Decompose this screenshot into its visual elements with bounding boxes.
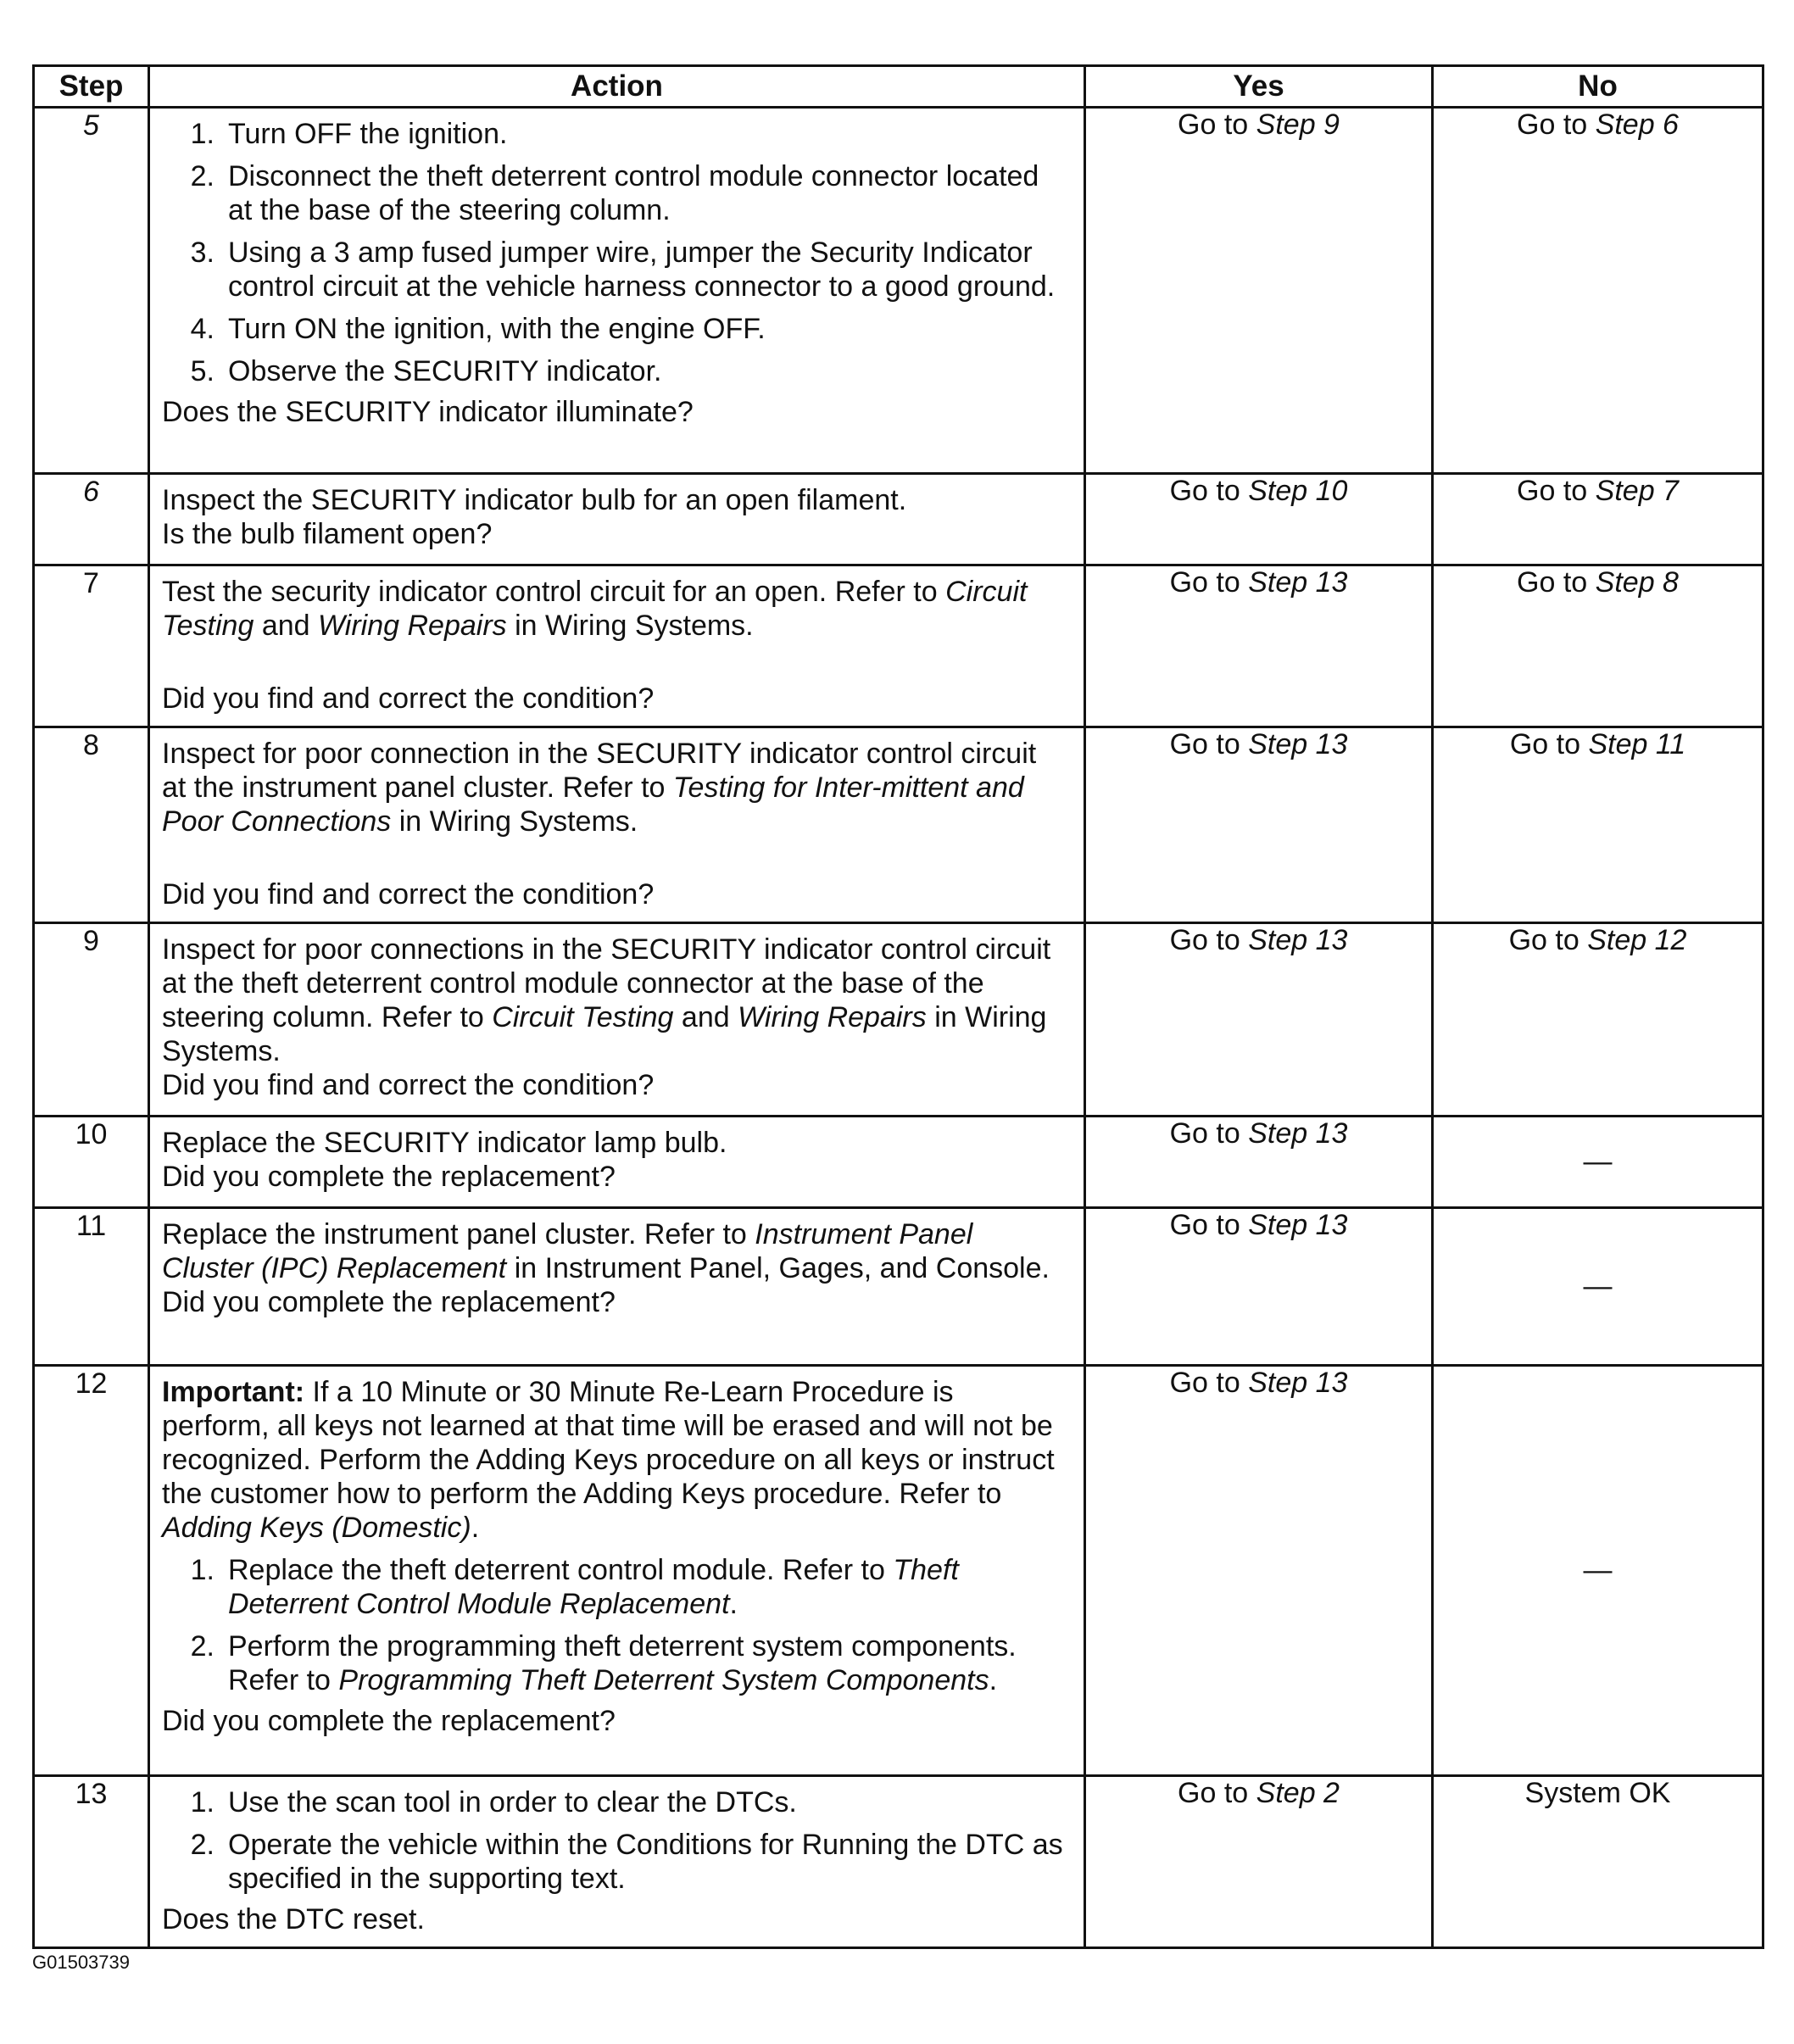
no-prefix: Go to: [1517, 475, 1588, 507]
list-item: 4. Turn ON the ignition, with the engine OFF.: [162, 312, 1065, 346]
yes-step-link[interactable]: Step 2: [1256, 1777, 1340, 1809]
header-yes: Yes: [1085, 66, 1433, 108]
action-cell: [149, 727, 1085, 923]
yes-step-link[interactable]: Step 13: [1248, 1367, 1348, 1399]
action-cell: [149, 565, 1085, 727]
table-row: [34, 108, 1763, 474]
step-number: 9: [34, 923, 149, 1117]
yes-prefix: Go to: [1169, 924, 1240, 956]
yes-prefix: Go to: [1169, 566, 1240, 599]
action-cell: [149, 923, 1085, 1117]
header-no: No: [1433, 66, 1763, 108]
yes-step-link[interactable]: Step 13: [1248, 1209, 1348, 1241]
yes-step-link[interactable]: Step 10: [1248, 475, 1348, 507]
yes-prefix: Go to: [1169, 475, 1240, 507]
table-row: [34, 1208, 1763, 1366]
no-cell: [1433, 474, 1763, 565]
action-question: Did you find and correct the condition?: [162, 1069, 655, 1101]
table-row: [34, 1366, 1763, 1776]
no-step-link[interactable]: Step 6: [1595, 109, 1679, 141]
important-note: [162, 1375, 1065, 1545]
table-row: [34, 923, 1763, 1117]
no-cell: —: [1433, 1208, 1763, 1366]
no-step-link[interactable]: Step 7: [1595, 475, 1679, 507]
header-action: Action: [149, 66, 1085, 108]
no-cell: [1433, 923, 1763, 1117]
yes-cell: [1085, 727, 1433, 923]
header-step: Step: [34, 66, 149, 108]
no-cell: System OK: [1433, 1776, 1763, 1948]
no-cell: [1433, 565, 1763, 727]
yes-cell: [1085, 1208, 1433, 1366]
table-row: [34, 474, 1763, 565]
list-item: 2. Disconnect the theft deterrent control module connector located at the base of the steering column.: [162, 159, 1065, 227]
diagnostic-table: [32, 64, 1764, 1949]
table-row: [34, 727, 1763, 923]
reference-link[interactable]: Testing for Inter-mittent and Poor Connections: [162, 771, 1024, 838]
no-prefix: Go to: [1509, 728, 1581, 760]
step-number: 13: [34, 1776, 149, 1948]
list-item-text: Observe the SECURITY indicator.: [228, 355, 662, 387]
action-text: [162, 737, 1065, 838]
action-text-part: Replace the instrument panel cluster. Refer to: [162, 1218, 747, 1250]
yes-cell: [1085, 474, 1433, 565]
yes-cell: [1085, 565, 1433, 727]
list-item-text: Perform the programming theft deterrent system components. Refer to: [228, 1630, 1017, 1696]
step-number: 6: [34, 474, 149, 565]
list-item-text: Using a 3 amp fused jumper wire, jumper the Security Indicator control circuit at the vehicle harness connector to a good ground.: [228, 237, 1056, 303]
list-item-text: Use the scan tool in order to clear the DTCs.: [228, 1786, 797, 1818]
list-item-text: Disconnect the theft deterrent control module connector located at the base of the steering column.: [228, 160, 1039, 226]
important-label: Important:: [162, 1376, 305, 1408]
action-text-part: in Wiring Systems.: [162, 1001, 1047, 1067]
list-item: 1. Turn OFF the ignition.: [162, 117, 1065, 151]
list-item: 2. Operate the vehicle within the Conditions for Running the DTC as specified in the supporting text.: [162, 1828, 1065, 1896]
action-text: [162, 575, 1065, 643]
table-row: [34, 1776, 1763, 1948]
list-item: 1. Use the scan tool in order to clear the DTCs.: [162, 1785, 1065, 1819]
action-text: [162, 933, 1065, 1068]
action-question: Does the DTC reset.: [162, 1903, 425, 1935]
reference-link[interactable]: Wiring Repairs: [318, 610, 507, 642]
yes-prefix: Go to: [1169, 1117, 1240, 1150]
reference-link[interactable]: Circuit Testing: [492, 1001, 674, 1033]
action-list: [162, 117, 1065, 388]
action-cell: [149, 1117, 1085, 1208]
action-text-part: Inspect for poor connections in the SECURITY indicator control circuit at the theft deterrent control module connector at the base of the steering column. Refer to: [162, 933, 1051, 1033]
list-item-text: Replace the theft deterrent control module. Refer to: [228, 1554, 885, 1586]
reference-link[interactable]: Instrument Panel Cluster (IPC) Replacement: [162, 1218, 973, 1284]
table-row: [34, 565, 1763, 727]
step-number: 11: [34, 1208, 149, 1366]
no-prefix: Go to: [1508, 924, 1580, 956]
action-question: Did you complete the replacement?: [162, 1705, 616, 1737]
no-prefix: Go to: [1517, 566, 1588, 599]
sentence-end: .: [989, 1664, 998, 1696]
action-text-part: in Wiring Systems.: [515, 610, 754, 642]
no-cell: —: [1433, 1366, 1763, 1776]
yes-cell: [1085, 108, 1433, 474]
yes-step-link[interactable]: Step 13: [1248, 924, 1348, 956]
action-question: Did you find and correct the condition?: [162, 878, 655, 911]
step-number: 12: [34, 1366, 149, 1776]
step-number: 8: [34, 727, 149, 923]
yes-step-link[interactable]: Step 13: [1248, 728, 1348, 760]
action-text-part: in Wiring Systems.: [398, 805, 638, 838]
action-text: Replace the SECURITY indicator lamp bulb.: [162, 1127, 727, 1159]
step-number: 10: [34, 1117, 149, 1208]
no-step-link[interactable]: Step 12: [1587, 924, 1687, 956]
action-question: Is the bulb filament open?: [162, 518, 493, 550]
list-item-text: Turn OFF the ignition.: [228, 118, 508, 150]
list-item: 2. Perform the programming theft deterrent system components. Refer to Programming Theft Deterrent System Components.: [190, 1630, 1017, 1696]
no-prefix: Go to: [1517, 109, 1588, 141]
no-cell: —: [1433, 1117, 1763, 1208]
reference-link[interactable]: Programming Theft Deterrent System Components: [338, 1664, 989, 1696]
action-question: Did you complete the replacement?: [162, 1161, 616, 1193]
yes-cell: [1085, 1366, 1433, 1776]
yes-step-link[interactable]: Step 13: [1248, 1117, 1348, 1150]
action-cell: [149, 474, 1085, 565]
action-text-part: Inspect for poor connection in the SECURITY indicator control circuit at the instrument panel cluster. Refer to: [162, 738, 1037, 804]
action-list: [162, 1785, 1065, 1896]
figure-id: G01503739: [32, 1952, 130, 1973]
list-item: 1. Replace the theft deterrent control module. Refer to Theft Deterrent Control Module Replacement.: [190, 1554, 959, 1620]
list-item-text: Turn ON the ignition, with the engine OFF.: [228, 313, 766, 345]
action-cell: [149, 1776, 1085, 1948]
list-item-text: Operate the vehicle within the Conditions for Running the DTC as specified in the supporting text.: [228, 1829, 1063, 1895]
action-cell: [149, 1208, 1085, 1366]
reference-link[interactable]: Circuit Testing: [162, 576, 1028, 642]
diagnostic-table-container: [32, 64, 1762, 1949]
no-cell: [1433, 108, 1763, 474]
yes-step-link[interactable]: Step 9: [1256, 109, 1340, 141]
yes-prefix: Go to: [1169, 1367, 1240, 1399]
reference-link[interactable]: Wiring Repairs: [738, 1001, 927, 1033]
no-step-link[interactable]: Step 11: [1588, 728, 1686, 760]
action-list: [162, 1553, 1065, 1697]
no-step-link[interactable]: Step 8: [1595, 566, 1679, 599]
list-item: 3. Using a 3 amp fused jumper wire, jumper the Security Indicator control circuit at the vehicle harness connector to a good ground.: [162, 236, 1065, 304]
reference-link[interactable]: Theft Deterrent Control Module Replacement: [228, 1554, 959, 1620]
yes-cell: [1085, 1776, 1433, 1948]
step-number: 5: [34, 108, 149, 474]
action-text: Inspect the SECURITY indicator bulb for an open filament.: [162, 484, 907, 516]
action-question: Did you complete the replacement?: [162, 1286, 616, 1318]
step-number: 7: [34, 565, 149, 727]
yes-cell: [1085, 1117, 1433, 1208]
yes-prefix: Go to: [1178, 1777, 1249, 1809]
header-row: [34, 66, 1763, 108]
reference-link[interactable]: Adding Keys (Domestic): [162, 1512, 471, 1544]
no-cell: [1433, 727, 1763, 923]
action-cell: [149, 108, 1085, 474]
action-text-part: and: [681, 1001, 730, 1033]
list-item: 5. Observe the SECURITY indicator.: [162, 354, 1065, 388]
yes-prefix: Go to: [1169, 1209, 1240, 1241]
yes-step-link[interactable]: Step 13: [1248, 566, 1348, 599]
action-cell: [149, 1366, 1085, 1776]
sentence-end: .: [729, 1588, 738, 1620]
important-text: If a 10 Minute or 30 Minute Re-Learn Procedure is perform, all keys not learned at that time will be erased and will not be recognized. Perform the Adding Keys procedure on all keys or instruct the customer how to perform the Adding Keys procedure. Refer to: [162, 1376, 1055, 1510]
yes-cell: [1085, 923, 1433, 1117]
action-question: Did you find and correct the condition?: [162, 682, 655, 715]
action-question: Does the SECURITY indicator illuminate?: [162, 396, 694, 428]
action-text-part: and: [261, 610, 310, 642]
yes-prefix: Go to: [1169, 728, 1240, 760]
action-text-part: Test the security indicator control circuit for an open. Refer to: [162, 576, 938, 608]
table-row: [34, 1117, 1763, 1208]
yes-prefix: Go to: [1178, 109, 1249, 141]
action-text-part: in Instrument Panel, Gages, and Console.: [514, 1252, 1050, 1284]
action-text: [162, 1217, 1065, 1285]
sentence-end: .: [471, 1512, 480, 1544]
